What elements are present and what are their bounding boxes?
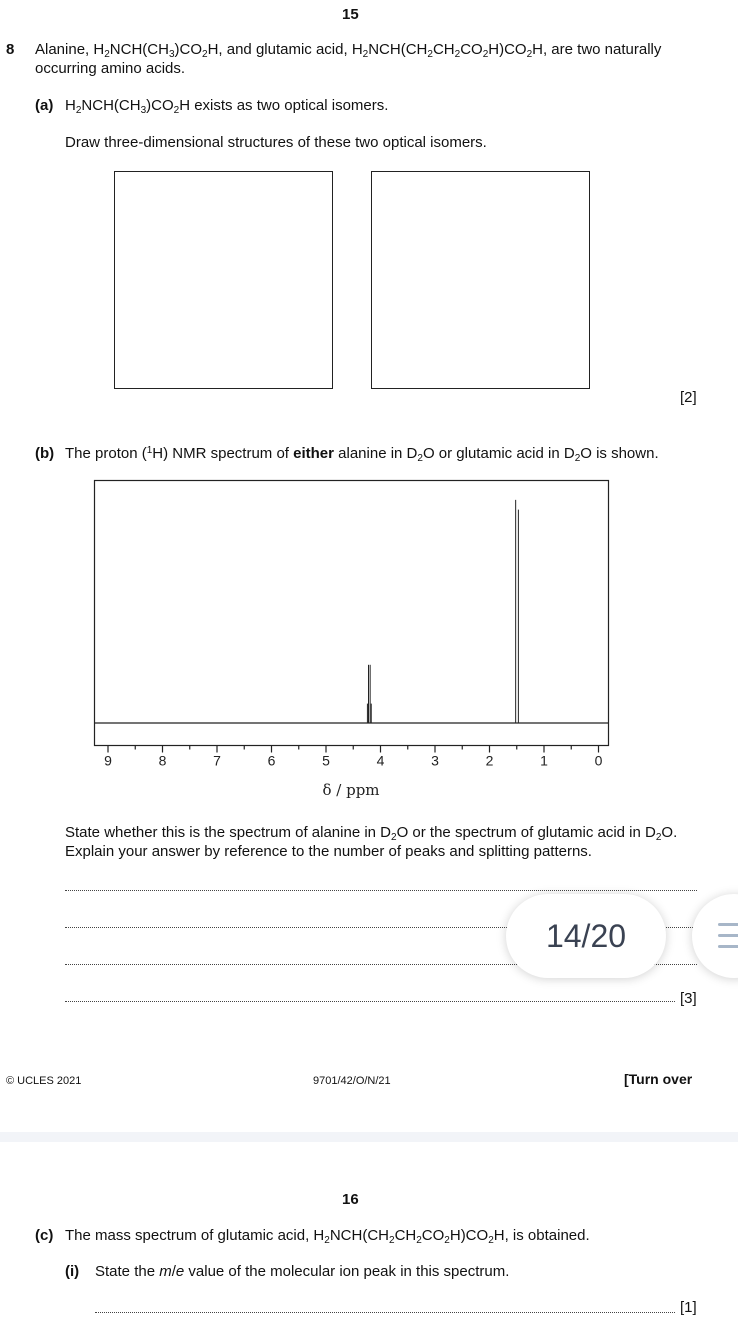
question-intro-line2: occurring amino acids.: [35, 60, 186, 77]
intro-seg: H)CO: [488, 41, 527, 58]
part-a-sub: 3: [140, 105, 147, 116]
plot-frame: [95, 481, 609, 746]
x-tick-label: 5: [322, 752, 330, 769]
part-c-seg: CH: [394, 1227, 417, 1244]
x-tick-label: 6: [267, 752, 276, 769]
intro-seg: CO: [460, 41, 483, 58]
part-a-sub: 2: [75, 105, 82, 116]
part-b-bold: either: [293, 445, 334, 462]
isomer-drawing-box-1[interactable]: [114, 171, 333, 389]
intro-sub: 2: [526, 49, 533, 60]
part-b-seg: O or glutamic acid in D: [422, 445, 575, 462]
intro-seg: Alanine, H: [35, 41, 105, 58]
question-number: 8: [6, 41, 15, 58]
part-c-text: [65, 1227, 590, 1244]
part-b-q-seg: O or the spectrum of glutamic acid in D: [396, 824, 656, 841]
x-tick-label: 8: [158, 752, 167, 769]
part-a-seg: H: [65, 97, 76, 114]
page-indicator[interactable]: 14/20: [506, 894, 666, 978]
x-axis-label: δ / ppm: [322, 781, 380, 799]
peaks-group: [367, 500, 518, 723]
answer-line-4[interactable]: [65, 1001, 675, 1002]
part-a-seg: NCH(CH: [81, 97, 141, 114]
part-c-sub: 2: [389, 1235, 395, 1246]
intro-sub: 2: [202, 49, 208, 60]
x-tick-label: 2: [485, 752, 494, 769]
part-c-seg: H)CO: [449, 1227, 489, 1244]
part-b-seg: H) NMR spectrum of: [152, 445, 294, 462]
part-c-i-seg: value of the molecular ion peak in this spectrum.: [184, 1263, 510, 1280]
intro-seg: H, and glutamic acid, H: [207, 41, 363, 58]
x-tick-label: 1: [540, 752, 548, 769]
part-b-q-sub: 2: [655, 832, 662, 843]
part-a-seg: H exists as two optical isomers.: [179, 97, 389, 114]
part-b-q-sub: 2: [391, 832, 397, 843]
part-b-sup: 1: [146, 445, 153, 456]
part-a-sub: 2: [173, 105, 180, 116]
menu-button[interactable]: [692, 894, 738, 978]
page-number-16: 16: [342, 1191, 359, 1208]
x-tick-label: 9: [104, 752, 112, 769]
part-a-text: [65, 97, 388, 114]
part-c-sub: 2: [488, 1235, 494, 1246]
part-c-seg: H, is obtained.: [493, 1227, 590, 1244]
part-a-label: (a): [35, 97, 54, 114]
part-b-q-seg: State whether this is the spectrum of alanine in D: [65, 824, 392, 841]
x-tick-label: 0: [594, 752, 603, 769]
intro-seg: H, are two naturally: [532, 41, 662, 58]
part-b-seg: O is shown.: [580, 445, 659, 462]
answer-line-c-i[interactable]: [95, 1312, 675, 1313]
part-c-i-label: (i): [65, 1263, 80, 1280]
part-c-i-seg: State the: [95, 1263, 160, 1280]
part-c-label: (c): [35, 1227, 54, 1244]
part-a-instruction: Draw three-dimensional structures of these two optical isomers.: [65, 134, 487, 151]
part-b-marks: [3]: [680, 990, 697, 1007]
turn-over: [Turn over: [624, 1071, 693, 1087]
intro-sub: 2: [482, 49, 489, 60]
part-b-text: [65, 445, 659, 462]
nmr-spectrum-chart: [0, 470, 738, 810]
x-tick-label: 4: [376, 752, 385, 769]
part-b-sub: 2: [417, 453, 423, 464]
intro-seg: CH: [432, 41, 455, 58]
part-b-q-seg: O.: [661, 824, 678, 841]
intro-sub: 3: [168, 49, 175, 60]
intro-sub: 2: [427, 49, 433, 60]
part-c-i-text: [95, 1263, 509, 1280]
intro-seg: )CO: [174, 41, 203, 58]
intro-seg: NCH(CH: [368, 41, 428, 58]
part-b-seg: alanine in D: [334, 445, 418, 462]
part-b-seg: The proton (: [65, 445, 147, 462]
paper-code: 9701/42/O/N/21: [313, 1075, 391, 1087]
page-break: [0, 1132, 738, 1142]
part-c-seg: The mass spectrum of glutamic acid, H: [65, 1227, 325, 1244]
part-c-sub: 2: [444, 1235, 450, 1246]
part-b-question-line2: Explain your answer by reference to the number of peaks and splitting patterns.: [65, 843, 592, 860]
copyright: © UCLES 2021: [6, 1075, 82, 1087]
part-c-i-italic: e: [175, 1263, 185, 1280]
question-intro-line1: [35, 41, 699, 58]
intro-sub: 2: [454, 49, 461, 60]
part-c-seg: NCH(CH: [329, 1227, 389, 1244]
part-b-label: (b): [35, 445, 55, 462]
part-b-sub: 2: [574, 453, 581, 464]
part-c-sub: 2: [416, 1235, 422, 1246]
part-a-seg: )CO: [146, 97, 174, 114]
part-c-marks: [1]: [680, 1299, 697, 1316]
page-number: 15: [342, 6, 359, 23]
answer-line-1[interactable]: [65, 890, 697, 891]
x-tick-label: 3: [431, 752, 439, 769]
part-b-question-line1: [65, 824, 677, 841]
intro-sub: 2: [362, 49, 369, 60]
intro-sub: 2: [104, 49, 110, 60]
intro-seg: NCH(CH: [109, 41, 169, 58]
part-c-seg: CO: [421, 1227, 445, 1244]
part-c-i-seg: /: [171, 1263, 176, 1280]
part-c-i-italic: m: [159, 1263, 172, 1280]
part-a-marks: [2]: [680, 389, 697, 406]
ticks-group: [104, 746, 603, 769]
part-c-sub: 2: [324, 1235, 330, 1246]
x-tick-label: 7: [213, 752, 221, 769]
isomer-drawing-box-2[interactable]: [371, 171, 590, 389]
